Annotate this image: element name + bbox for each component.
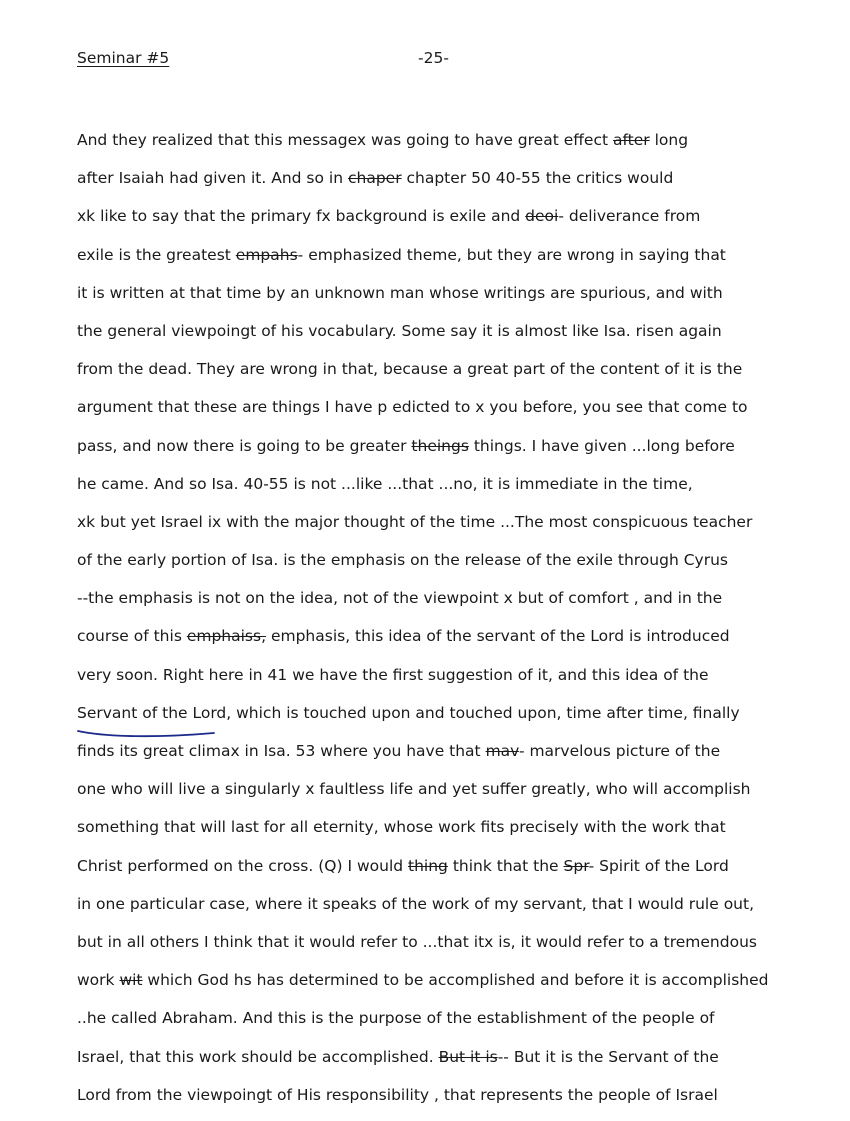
- text-run: think that the: [447, 856, 564, 875]
- text-run: And they realized that this messagex was going to have great effect: [77, 131, 613, 149]
- text-line: [77, 854, 837, 892]
- text-run: chapter 50 40-55 the critics would: [401, 169, 674, 188]
- text-line: [77, 930, 837, 968]
- page-number: -25-: [418, 49, 449, 67]
- text-run: but in all others I think that it would refer to ...that itx is, it would refer to a tremendous: [77, 932, 757, 951]
- struck-text: empahs: [235, 245, 298, 264]
- struck-text: wit: [119, 971, 143, 990]
- text-run: ..he called Abraham. And this is the purpose of the establishment of the people of: [77, 1009, 715, 1028]
- text-run: he came. And so Isa. 40-55 is not ...like ...that ...no, it is immediate in the time,: [77, 474, 693, 493]
- struck-text: deoi: [525, 207, 559, 226]
- text-run: - deliverance from: [558, 207, 701, 226]
- seminar-title: Seminar #5: [77, 49, 170, 67]
- text-run: work: [77, 971, 120, 990]
- text-run: - Spirit of the Lord: [588, 856, 729, 875]
- struck-text: after: [612, 131, 650, 149]
- text-run: --the emphasis is not on the idea, not of the viewpoint x but of comfort , and in the: [77, 589, 723, 608]
- text-line: [77, 166, 837, 204]
- struck-text: thing: [408, 856, 448, 875]
- handwritten-underline: [76, 726, 216, 740]
- text-line: [77, 586, 837, 624]
- struck-text: Spr: [563, 856, 589, 875]
- text-line: [77, 777, 837, 815]
- text-run: it is written at that time by an unknown man whose writings are spurious, and with: [77, 283, 723, 302]
- text-run: xk like to say that the primary fx background is exile and: [77, 207, 526, 226]
- text-run: of the early portion of Isa. is the emphasis on the release of the exile through Cyrus: [77, 551, 728, 570]
- text-run: something that will last for all eternity, whose work fits precisely with the work that: [77, 818, 726, 837]
- text-run: Christ performed on the cross. (Q) I would: [77, 856, 409, 875]
- struck-text: chaper: [347, 169, 402, 188]
- text-line: [77, 357, 837, 395]
- text-run: in one particular case, where it speaks of the work of my servant, that I would rule out,: [77, 894, 755, 913]
- text-run: argument that these are things I have p edicted to x you before, you see that come to: [77, 398, 748, 417]
- text-line: [77, 243, 837, 281]
- text-line: [77, 968, 837, 1006]
- text-run: from the dead. They are wrong in that, because a great part of the content of it is the: [77, 360, 743, 379]
- text-line: [77, 1006, 837, 1044]
- transcript-body: [77, 128, 837, 1121]
- text-line: [77, 204, 837, 242]
- text-line: [77, 1045, 837, 1083]
- text-line: [77, 472, 837, 510]
- text-run: - emphasized theme, but they are wrong in saying that: [297, 245, 726, 264]
- text-run: after Isaiah had given it. And so in: [77, 169, 348, 188]
- text-line: [77, 434, 837, 472]
- text-run: finds its great climax in Isa. 53 where you have that: [77, 742, 486, 760]
- text-run: -- But it is the Servant of the: [497, 1047, 719, 1066]
- text-run: Israel, that this work should be accomplished.: [77, 1047, 439, 1066]
- struck-text: theings: [411, 436, 469, 455]
- text-run: course of this: [77, 627, 187, 646]
- text-run: which God hs has determined to be accomplished and before it is accomplished: [142, 971, 769, 990]
- text-run: - marvelous picture of the: [518, 742, 721, 760]
- text-run: xk but yet Israel ix with the major thought of the time ...The most conspicuous teacher: [77, 512, 753, 531]
- text-line: [77, 319, 837, 357]
- text-line: [77, 739, 837, 777]
- text-run: the general viewpoingt of his vocabulary. Some say it is almost like Isa. risen again: [77, 321, 722, 340]
- text-run: exile is the greatest: [77, 245, 236, 264]
- text-run: Lord from the viewpoingt of His responsibility , that represents the people of Israel: [77, 1085, 718, 1104]
- text-line: [77, 892, 837, 930]
- text-run: very soon. Right here in 41 we have the first suggestion of it, and this idea of the: [77, 665, 709, 684]
- text-line: [77, 128, 837, 166]
- text-line: [77, 624, 837, 662]
- struck-text: But it is: [438, 1047, 498, 1066]
- text-line: [77, 395, 837, 433]
- struck-text: mav: [485, 742, 519, 760]
- text-run: one who will live a singularly x faultless life and yet suffer greatly, who will accomplish: [77, 780, 751, 799]
- text-run: emphasis, this idea of the servant of the Lord is introduced: [266, 627, 730, 646]
- text-line: [77, 510, 837, 548]
- text-run: things. I have given ...long before: [468, 436, 735, 455]
- text-line: [77, 815, 837, 853]
- text-run: Servant of the Lord, which is touched upon and touched upon, time after time, finally: [77, 703, 740, 722]
- text-run: pass, and now there is going to be greater: [77, 436, 412, 455]
- struck-text: emphaiss,: [186, 627, 267, 646]
- text-line: [77, 548, 837, 586]
- text-run: long: [649, 131, 689, 149]
- text-line: [77, 1083, 837, 1121]
- text-line: [77, 281, 837, 319]
- text-line: [77, 663, 837, 701]
